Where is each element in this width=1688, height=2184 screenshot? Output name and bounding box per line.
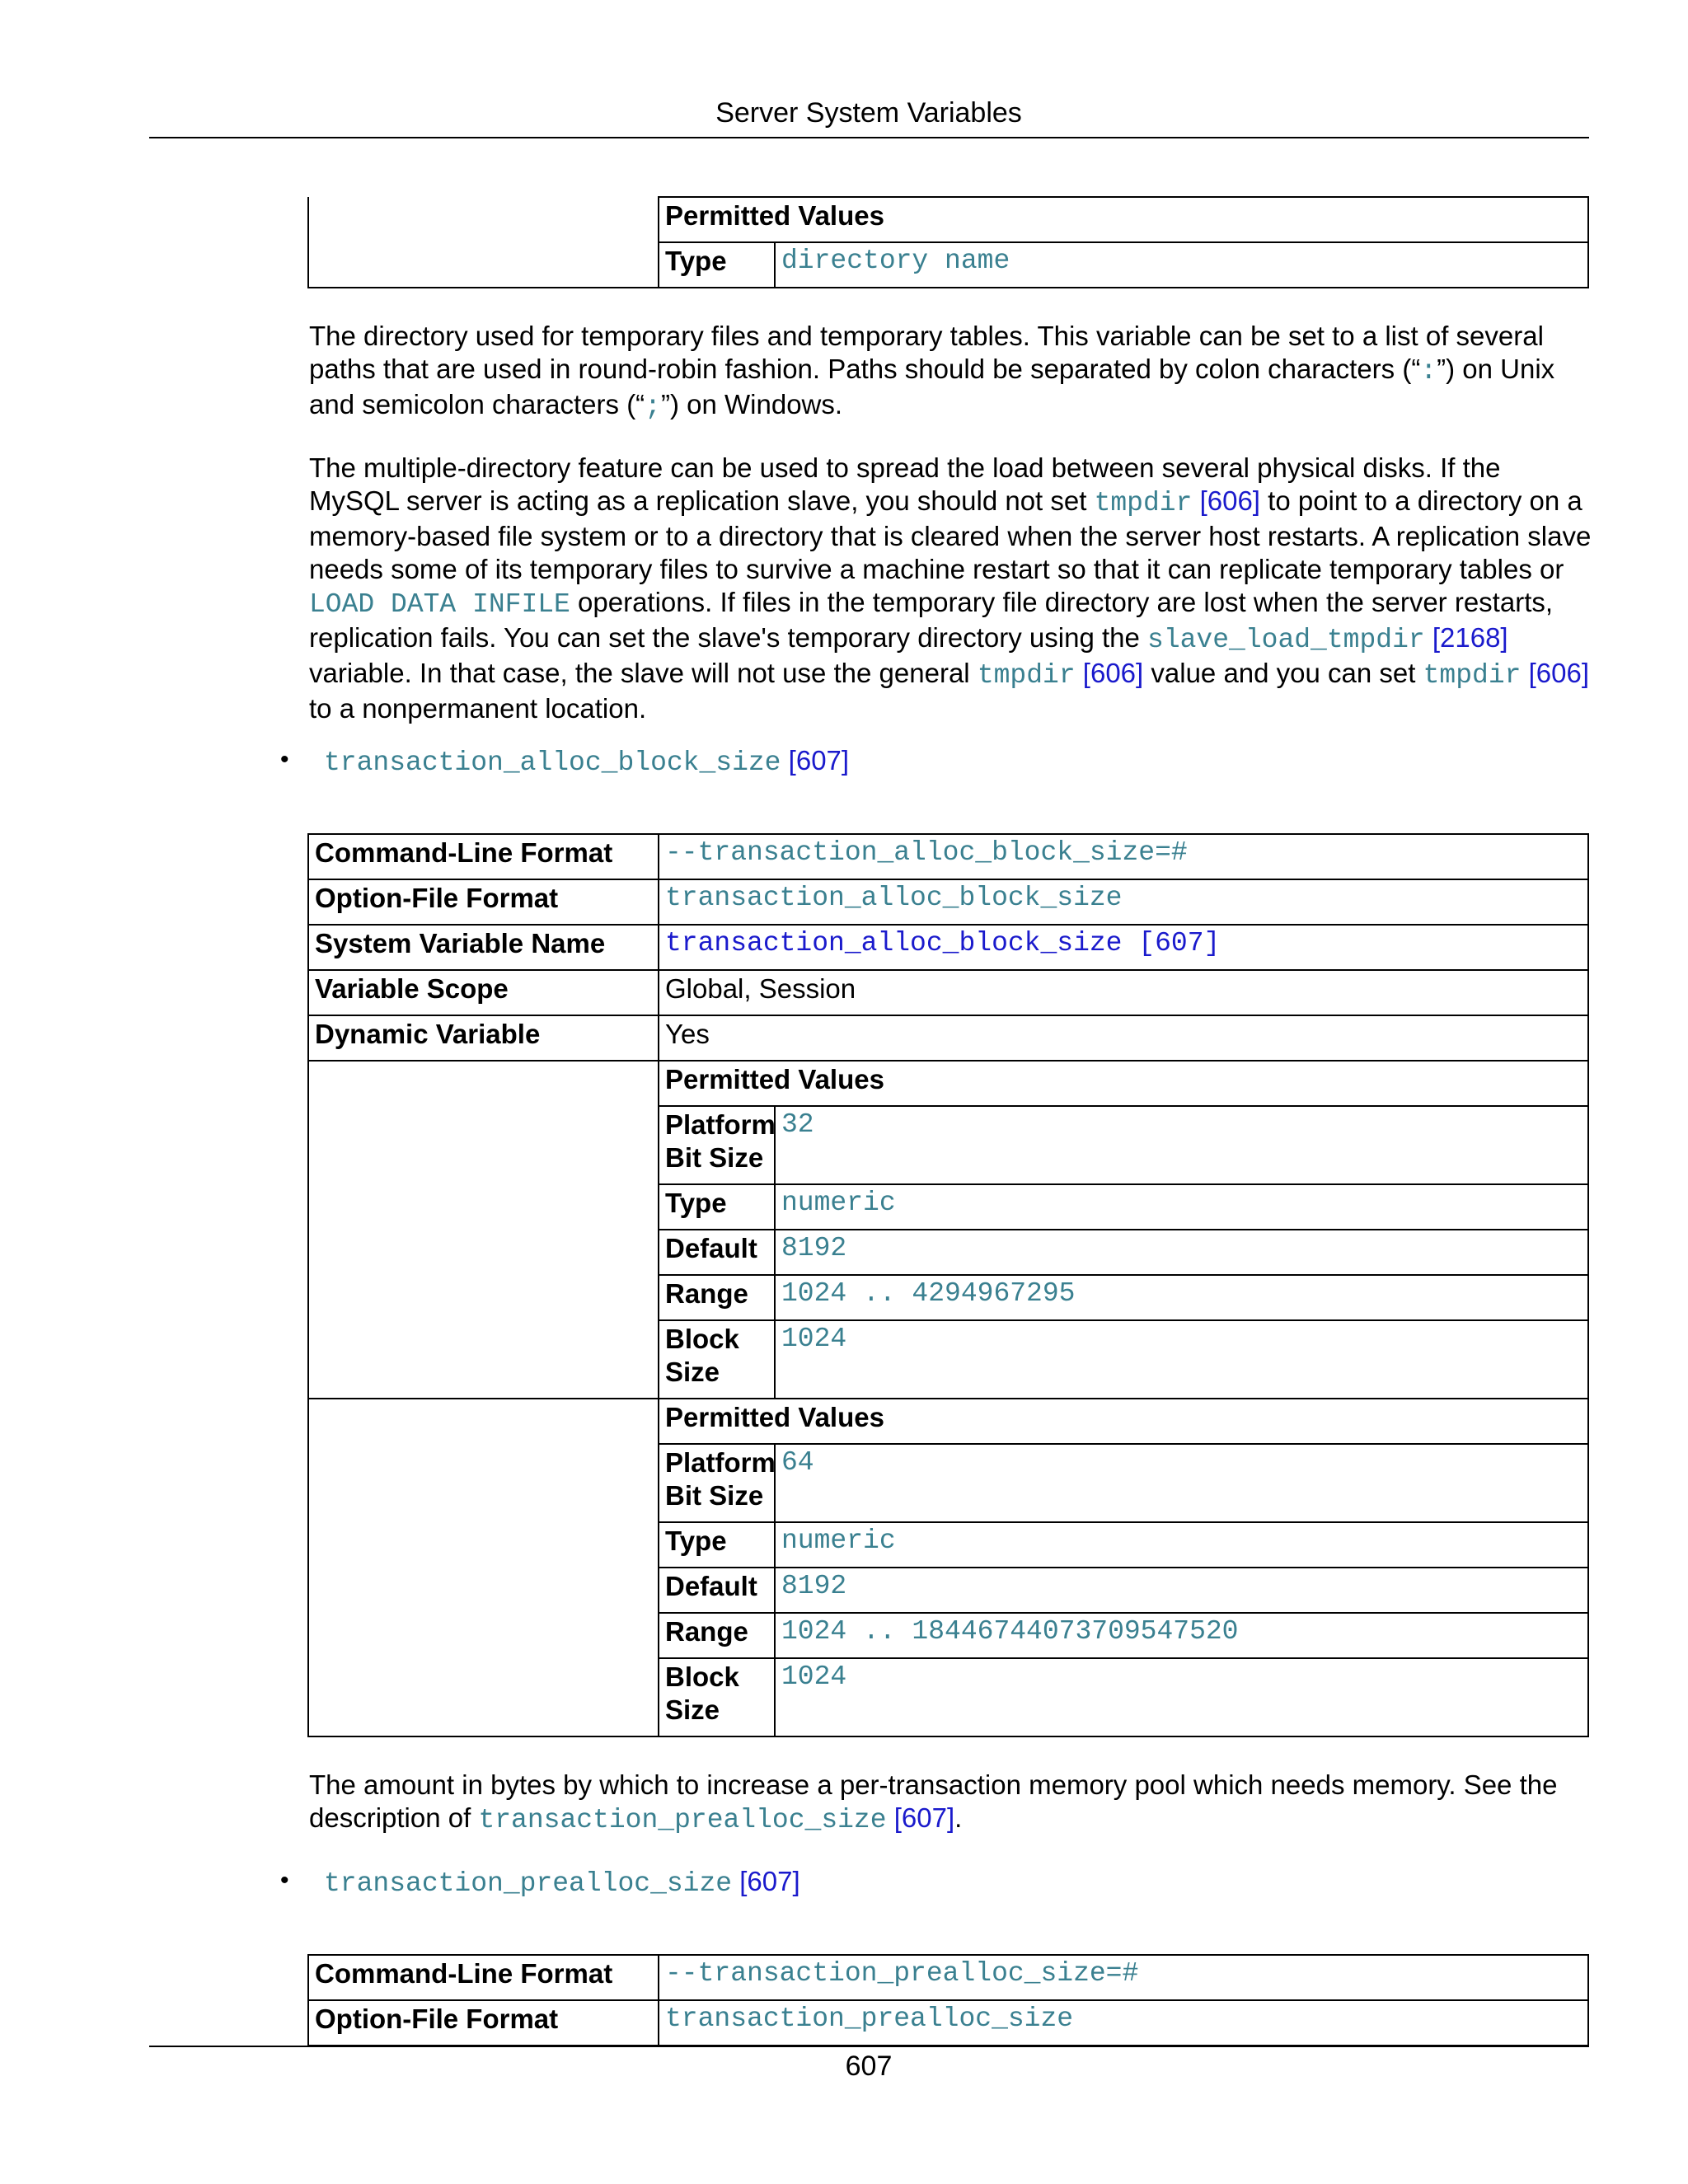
default-value: 8192 — [775, 1230, 1588, 1275]
footer-rule — [149, 2046, 1589, 2047]
text-span: variable. In that case, the slave will not use the general — [309, 658, 978, 688]
platform-bit-size-value: 32 — [775, 1106, 1588, 1184]
transaction-prealloc-size-code-link[interactable]: transaction_prealloc_size — [478, 1805, 887, 1835]
text-span: operations. If files in the temporary file directory are lost when the server restarts, replication fails. You can set the slave's temporary directory using the — [309, 587, 1554, 653]
row-value: Yes — [659, 1015, 1588, 1061]
platform-bit-size-label: Platform Bit Size — [659, 1444, 775, 1522]
permitted-values-heading: Permitted Values — [659, 1061, 1588, 1106]
transaction-prealloc-size-table — [307, 1954, 1589, 2046]
tmpdir-code-link[interactable]: tmpdir — [977, 660, 1076, 691]
alloc-description-paragraph — [309, 1769, 1595, 1837]
row-label: Dynamic Variable — [308, 1015, 659, 1061]
multiple-directory-paragraph — [309, 452, 1595, 725]
type-label: Type — [659, 242, 775, 288]
platform-bit-size-label: Platform Bit Size — [659, 1106, 775, 1184]
row-label: Option-File Format — [308, 879, 659, 925]
table-spacer-cell — [308, 1399, 659, 1736]
block-size-value: 1024 — [775, 1320, 1588, 1399]
variable-name-link[interactable]: transaction_prealloc_size — [324, 1868, 733, 1899]
bullet-point: • — [280, 1867, 289, 1894]
row-value: --transaction_prealloc_size=# — [659, 1955, 1588, 2000]
text-span: ”) on Windows. — [660, 389, 843, 419]
page-number: 607 — [845, 2050, 893, 2082]
slave-load-tmpdir-page-ref-link[interactable]: [2168] — [1424, 622, 1508, 653]
row-value-link[interactable]: transaction_alloc_block_size [607] — [659, 925, 1588, 970]
tmpdir-description-paragraph — [309, 320, 1595, 424]
range-value: 1024 .. 18446744073709547520 — [775, 1613, 1588, 1658]
transaction-alloc-block-size-entry — [324, 744, 849, 780]
code-semicolon: ; — [645, 391, 661, 422]
row-label: Option-File Format — [308, 2000, 659, 2046]
range-label: Range — [659, 1613, 775, 1658]
tmpdir-code-link[interactable]: tmpdir — [1094, 488, 1193, 518]
row-label: Variable Scope — [308, 970, 659, 1015]
block-size-label: Block Size — [659, 1658, 775, 1736]
tmpdir-permitted-values-table — [307, 196, 1589, 288]
row-value: --transaction_alloc_block_size=# — [659, 834, 1588, 879]
range-label: Range — [659, 1275, 775, 1320]
text-span: The directory used for temporary files and temporary tables. This variable can be set to a list of several paths that are used in round-robin fashion. Paths should be separated by colon characters (“ — [309, 321, 1544, 384]
row-value: Global, Session — [659, 970, 1588, 1015]
page-ref-link[interactable]: [607] — [886, 1802, 955, 1833]
bullet-point: • — [280, 746, 289, 773]
type-value: numeric — [775, 1522, 1588, 1568]
slave-load-tmpdir-code-link[interactable]: slave_load_tmpdir — [1147, 625, 1425, 655]
text-span: to a nonpermanent location. — [309, 693, 647, 724]
page-header: Server System Variables — [715, 97, 1022, 129]
row-value: transaction_alloc_block_size — [659, 879, 1588, 925]
table-spacer-cell — [308, 1061, 659, 1399]
row-label: System Variable Name — [308, 925, 659, 970]
table-spacer-cell — [308, 197, 659, 288]
row-value: transaction_prealloc_size — [659, 2000, 1588, 2046]
type-value: numeric — [775, 1184, 1588, 1230]
header-rule — [149, 137, 1589, 138]
tmpdir-code-link[interactable]: tmpdir — [1423, 660, 1522, 691]
type-value: directory name — [775, 242, 1588, 288]
block-size-value: 1024 — [775, 1658, 1588, 1736]
row-label: Command-Line Format — [308, 834, 659, 879]
block-size-label: Block Size — [659, 1320, 775, 1399]
default-label: Default — [659, 1230, 775, 1275]
platform-bit-size-value: 64 — [775, 1444, 1588, 1522]
permitted-values-heading: Permitted Values — [659, 1399, 1588, 1444]
default-value: 8192 — [775, 1568, 1588, 1613]
default-label: Default — [659, 1568, 775, 1613]
text-span: to point to a directory on a memory-based file system or to a directory that is cleared when the server host restarts. A replication slave needs some of its temporary files to survive a machine restart so that it can replicate temporary tables or — [309, 485, 1592, 584]
variable-name-link[interactable]: transaction_alloc_block_size — [324, 748, 781, 778]
transaction-alloc-block-size-table — [307, 833, 1589, 1737]
text-span: The multiple-directory feature can be used to spread the load between several physical disks. If the MySQL server is acting as a replication slave, you should not set — [309, 452, 1501, 516]
text-span: . — [954, 1802, 963, 1833]
text-span: value and you can set — [1143, 658, 1423, 688]
range-value: 1024 .. 4294967295 — [775, 1275, 1588, 1320]
text-span: ”) on Unix and semicolon characters (“ — [309, 354, 1555, 419]
text-span: The amount in bytes by which to increase a per-transaction memory pool which needs memory. See the description of — [309, 1769, 1558, 1833]
permitted-values-heading: Permitted Values — [659, 197, 1588, 242]
page-ref-link[interactable]: [607] — [732, 1866, 800, 1896]
tmpdir-page-ref-link[interactable]: [606] — [1075, 658, 1144, 688]
code-colon: : — [1420, 356, 1437, 387]
page-ref-link[interactable]: [607] — [781, 745, 850, 776]
type-label: Type — [659, 1522, 775, 1568]
row-label: Command-Line Format — [308, 1955, 659, 2000]
type-label: Type — [659, 1184, 775, 1230]
tmpdir-page-ref-link[interactable]: [606] — [1192, 485, 1260, 516]
tmpdir-page-ref-link[interactable]: [606] — [1521, 658, 1590, 688]
load-data-infile-code: LOAD DATA INFILE — [309, 589, 570, 620]
transaction-prealloc-size-entry — [324, 1865, 800, 1900]
